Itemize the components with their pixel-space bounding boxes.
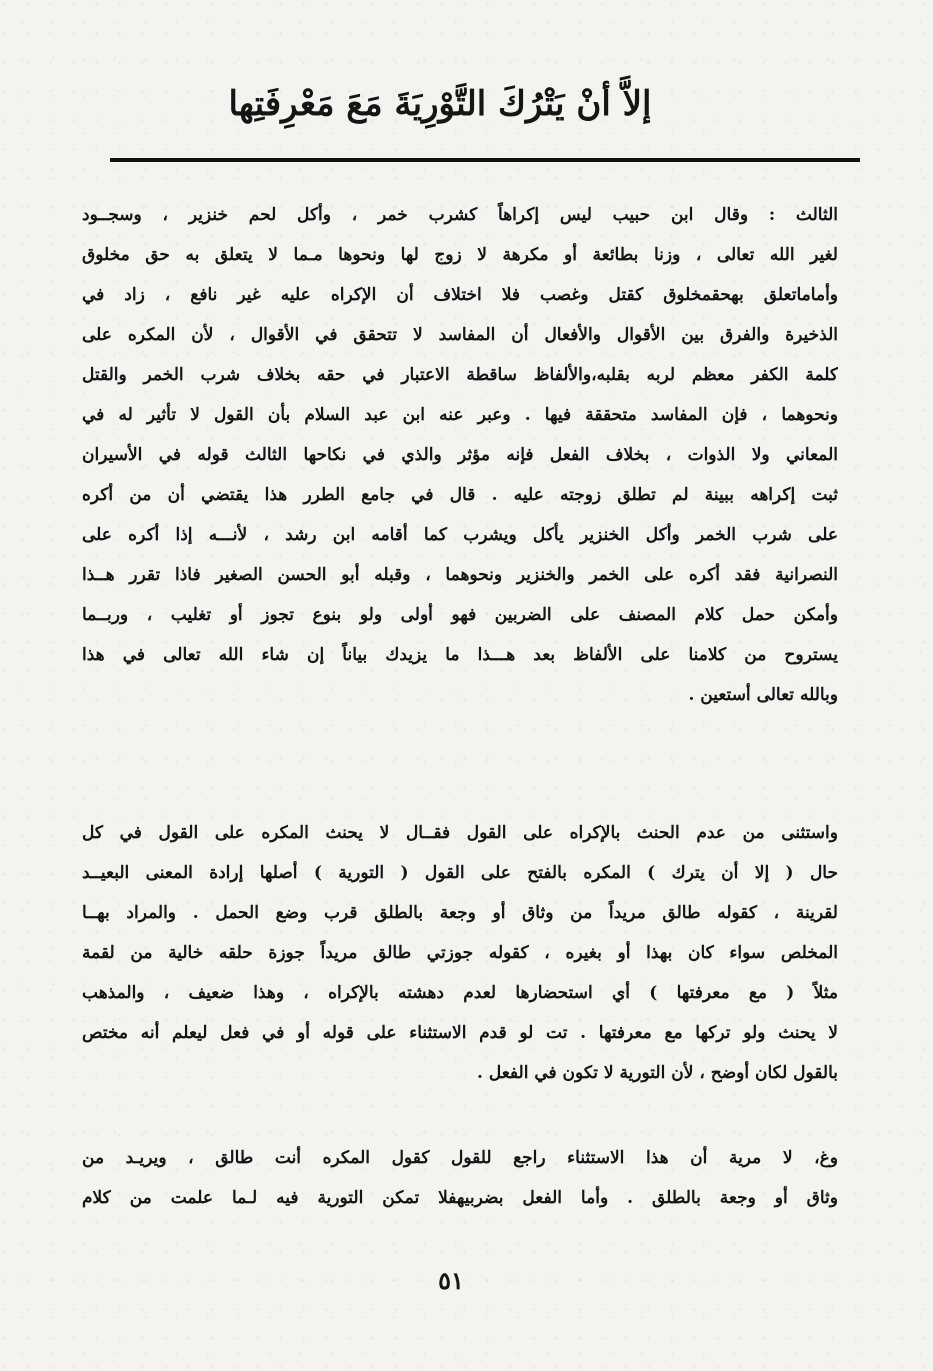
text-line: لا يحنث ولو تركها مع معرفتها . تت لو قدم الاستثناء على قوله أو في فعل ليعلم أنه مختص xyxy=(82,1023,838,1043)
paragraph-2 xyxy=(82,813,838,1093)
text-line: وثاق أو وجعة بالطلق . وأما الفعل بضربيهفلا تمكن التورية فيه لـما علمت من كلام xyxy=(82,1188,838,1208)
text-line: وأمكن حمل كلام المصنف على الضربين فهو أولى ولو بنوع تجوز أو تغليب ، وربــما xyxy=(82,605,838,625)
text-line: الذخيرة والفرق بين الأقوال والأفعال أن المفاسد لا تتحقق في الأقوال ، لأن المكره على xyxy=(82,325,838,345)
text-line: ثبت إكراهه ببينة لم تطلق زوجته عليه . قال في جامع الطرر هذا يقتضي أن من أكره xyxy=(82,485,838,505)
paragraph-3 xyxy=(82,1138,838,1218)
text-line: يستروح من كلامنا على الألفاظ بعد هـــذا ما يزيدك بياناً إن شاء الله تعالى في هذا xyxy=(82,645,838,665)
text-line: المخلص سواء كان بهذا أو بغيره ، كقوله جوزتي طالق مريداً جوزة حلقه خالية من لقمة xyxy=(82,943,838,963)
text-line: كلمة الكفر معظم لربه بقلبه،والألفاظ ساقطة الاعتبار في حقه بخلاف شرب الخمر والقتل xyxy=(82,365,838,385)
text-line: وبالله تعالى أستعين . xyxy=(688,685,838,705)
page-header-title: إلاَّ أنْ يَتْرُكَ التَّوْرِيَةَ مَعَ مَعْرِفَتِها xyxy=(228,84,652,124)
text-line: مثلاً ( مع معرفتها ) أي استحضارها لعدم دهشته بالإكراه ، وهذا ضعيف ، والمذهب xyxy=(82,983,838,1003)
text-line: واستثنى من عدم الحنث بالإكراه على القول فقــال لا يحنث المكره على القول في كل xyxy=(82,823,838,843)
paragraph-1 xyxy=(82,195,838,715)
page-number: ٥١ xyxy=(438,1266,464,1295)
text-line: الثالث : وقال ابن حبيب ليس إكراهاً كشرب خمر ، وأكل لحم خنزير ، وسجــود xyxy=(82,205,838,225)
text-line: لقرينة ، كقوله طالق مريداً من وثاق أو وجعة بالطلق قرب وضع الحمل . والمراد بهــا xyxy=(82,903,838,923)
text-line: وغ، لا مرية أن هذا الاستثناء راجع للقول كقول المكره أنت طالق ، ويريـد من xyxy=(82,1148,838,1168)
text-line: لغير الله تعالى ، وزنا بطائعة أو مكرهة لا زوج لها ونحوها مـما لا يتعلق به حق مخلوق xyxy=(82,245,838,265)
text-line: ونحوهما ، فإن المفاسد متحققة فيها . وعبر عنه ابن عبد السلام بأن القول لا تأثير له في xyxy=(82,405,838,425)
text-line: على شرب الخمر وأكل الخنزير يأكل ويشرب كما أقامه ابن رشد ، لأنـــه إذا أكره على xyxy=(82,525,838,545)
text-line: حال ( إلا أن يترك ) المكره بالفتح على القول ( التورية ) أصلها إرادة المعنى البعيــد xyxy=(82,863,838,883)
text-line: المعاني ولا الذوات ، بخلاف الفعل فإنه مؤثر والذي في نكاحها الثالث قوله في الأسيران xyxy=(82,445,838,465)
text-line: وأماماتعلق بهحقمخلوق كقتل وغصب فلا اختلاف أن الإكراه عليه غير نافع ، زاد في xyxy=(82,285,838,305)
header-divider xyxy=(110,158,860,162)
text-line: النصرانية فقد أكره على الخمر والخنزير ونحوهما ، وقبله أبو الحسن الصغير فاذا تقرر هــذا xyxy=(82,565,838,585)
text-line: بالقول لكان أوضح ، لأن التورية لا تكون في الفعل . xyxy=(477,1063,838,1083)
